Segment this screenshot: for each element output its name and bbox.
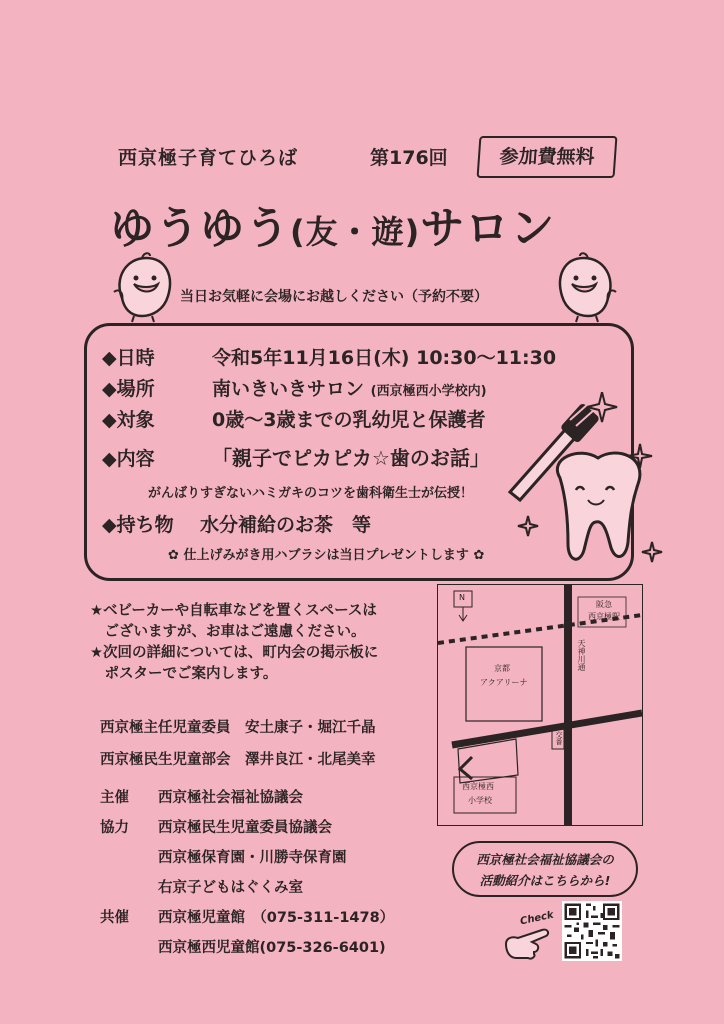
host-label: 主催 bbox=[100, 790, 129, 806]
map-arena-label: 京都 bbox=[494, 664, 510, 673]
map-arena-name: アクアリーナ bbox=[480, 678, 528, 687]
content-note: がんばりすぎないハミガキのコツを歯科衛生士が伝授！ bbox=[148, 486, 474, 501]
content-value: 「親子でピカピカ☆歯のお話」 bbox=[212, 446, 490, 470]
place-row bbox=[102, 374, 487, 401]
tooth-icon bbox=[557, 453, 640, 559]
cohost-value: 西京極西児童館(075-326-6401) bbox=[158, 940, 386, 956]
activity-promo-bubble bbox=[452, 841, 638, 897]
gift-note-text: 仕上げみがき用ハブラシは当日プレゼントします bbox=[183, 548, 469, 563]
tooth-toothbrush-illustration bbox=[498, 392, 668, 582]
note-line: ★ベビーカーや自転車などを置くスペースは bbox=[90, 603, 377, 619]
note-line: ポスターでご案内します。 bbox=[90, 666, 278, 682]
map-avenue-label: 天神川通 bbox=[577, 639, 586, 671]
walkin-notice: 当日お気軽に会場にお越しください（予約不要） bbox=[180, 289, 488, 305]
bring-label: ◆持ち物 bbox=[102, 514, 174, 536]
note-line: ございますが、お車はご遠慮ください。 bbox=[90, 624, 366, 640]
coop-row bbox=[100, 816, 332, 837]
organizer-name: 西京極子育てひろば bbox=[118, 147, 299, 169]
main-title-part-a: ゆうゆう bbox=[110, 203, 290, 254]
map-school-name: 小学校 bbox=[468, 796, 492, 805]
pointing-hand-icon bbox=[502, 922, 554, 962]
target-row bbox=[102, 405, 485, 432]
committee-line: 西京極民生児童部会 澤井良江・北尾美幸 bbox=[100, 752, 376, 768]
cohost-value: 西京極児童館 （075-311-1478） bbox=[158, 910, 395, 926]
host-value: 西京極社会福祉協議会 bbox=[158, 790, 303, 806]
edition-number: 第176回 bbox=[370, 147, 448, 169]
qr-code[interactable] bbox=[562, 901, 622, 961]
target-label: ◆対象 bbox=[102, 409, 155, 431]
target-value: 0歳～3歳までの乳幼児と保護者 bbox=[212, 409, 486, 431]
notes-block bbox=[90, 601, 378, 685]
date-day: (木) bbox=[373, 347, 410, 369]
bring-value: 水分補給のお茶 等 bbox=[200, 514, 372, 536]
host-row bbox=[100, 786, 303, 807]
main-title bbox=[110, 192, 555, 256]
coop-value: 右京子どもはぐくみ室 bbox=[158, 880, 303, 896]
chick-right-illustration bbox=[550, 248, 622, 324]
committee-line: 西京極主任児童委員 安土康子・堀江千晶 bbox=[100, 720, 376, 736]
coop-value: 西京極保育園・川勝寺保育園 bbox=[158, 850, 347, 866]
main-title-paren: (友・遊) bbox=[290, 213, 421, 251]
date-time: 10:30～11:30 bbox=[416, 347, 557, 369]
chick-left-illustration bbox=[108, 248, 180, 324]
map-police-label: 交番 bbox=[555, 731, 563, 745]
content-row bbox=[102, 442, 490, 471]
flower-icon: ✿ bbox=[473, 548, 485, 563]
map-school-label: 西京極西 bbox=[462, 782, 494, 791]
cohost-row bbox=[100, 906, 394, 927]
free-badge: 参加費無料 bbox=[477, 136, 618, 178]
bring-row bbox=[102, 510, 371, 537]
content-label: ◆内容 bbox=[102, 448, 155, 470]
check-label: Check bbox=[519, 909, 555, 928]
date-row bbox=[102, 343, 556, 370]
place-label: ◆場所 bbox=[102, 378, 155, 400]
gift-note bbox=[168, 544, 484, 563]
date-value: 令和5年11月16日 bbox=[212, 347, 374, 369]
note-line: ★次回の詳細については、町内会の掲示板に bbox=[90, 645, 379, 661]
map-north-label: N bbox=[459, 593, 465, 602]
place-note: (西京極西小学校内) bbox=[370, 384, 487, 399]
promo-line: 活動紹介はこちらから! bbox=[479, 873, 611, 888]
date-label: ◆日時 bbox=[102, 347, 155, 369]
coop-value: 西京極民生児童委員協議会 bbox=[158, 820, 332, 836]
flower-icon: ✿ bbox=[168, 548, 179, 563]
place-value: 南いきいきサロン bbox=[212, 378, 365, 400]
coop-label: 協力 bbox=[100, 820, 129, 836]
cohost-label: 共催 bbox=[100, 910, 129, 926]
map-station-name: 西京極駅 bbox=[588, 612, 620, 621]
promo-line: 西京極社会福祉協議会の bbox=[476, 852, 614, 867]
access-map bbox=[437, 584, 643, 826]
main-title-part-b: サロン bbox=[420, 203, 556, 254]
map-station-label: 阪急 bbox=[596, 600, 612, 609]
